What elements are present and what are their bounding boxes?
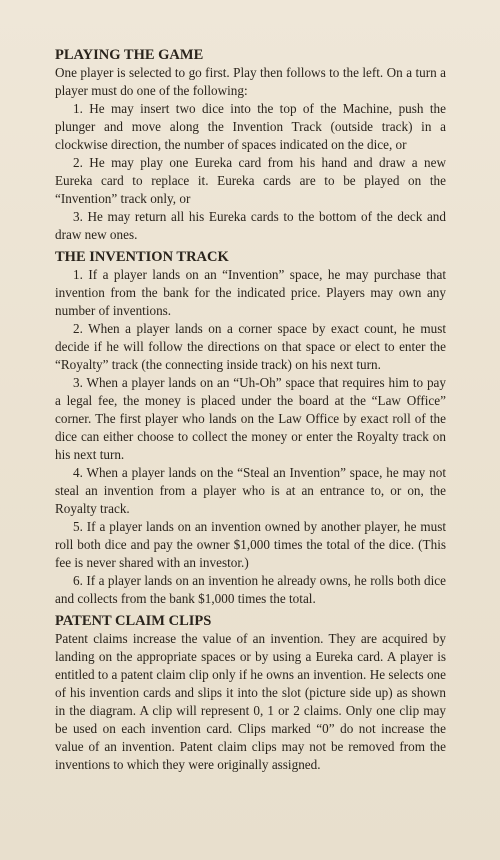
section-heading-invention-track: THE INVENTION TRACK (55, 249, 229, 265)
paragraph: 1. If a player lands on an “Invention” space, he may purchase that invention from the bank for the indicated price. Players may own any number of inventions. (55, 267, 446, 318)
paragraph: 1. He may insert two dice into the top of the Machine, push the plunger and move along the Invention Track (outside track) in a clockwise direction, the number of spaces indicated on the dice, or (55, 101, 446, 152)
paragraph: 6. If a player lands on an invention he already owns, he rolls both dice and collects from the bank $1,000 times the total. (55, 573, 446, 606)
paragraph: 2. When a player lands on a corner space by exact count, he must decide if he will follow the directions on that space or elect to enter the “Royalty” track (the connecting inside track) on his next turn. (55, 321, 446, 372)
paragraph: Patent claims increase the value of an invention. They are acquired by landing on the appropriate spaces or by using a Eureka card. A player is entitled to a patent claim clip only if he owns an invention. He selects one of his invention cards and slips it into the slot (picture side up) as shown in the diagram. A clip will represent 0, 1 or 2 claims. Only one clip may be used on each invention card. Clips marked “0” do not increase the value of an invention. Patent claim clips may not be removed from the inventions to which they were originally assigned. (55, 631, 446, 772)
section-heading-patent-claim-clips: PATENT CLAIM CLIPS (55, 613, 212, 629)
paragraph: 4. When a player lands on the “Steal an Invention” space, he may not steal an invention from a player who is at an entrance to, or on, the Royalty track. (55, 465, 446, 516)
section-heading-playing-the-game: PLAYING THE GAME (55, 47, 204, 63)
paragraph: 2. He may play one Eureka card from his hand and draw a new Eureka card to replace it. Eureka cards are to be played on the “Invention” track only, or (55, 155, 446, 206)
paragraph: 3. When a player lands on an “Uh-Oh” space that requires him to pay a legal fee, the money is placed under the board at the “Law Office” corner. The first player who lands on the Law Office by exact roll of the dice can either choose to collect the money or enter the Royalty track on his next turn. (55, 375, 446, 462)
paragraph: 3. He may return all his Eureka cards to the bottom of the deck and draw new ones. (55, 209, 446, 242)
paragraph: 5. If a player lands on an invention owned by another player, he must roll both dice and pay the owner $1,000 times the total of the dice. (This fee is never shared with an investor.) (55, 519, 446, 570)
paragraph: One player is selected to go first. Play then follows to the left. On a turn a player must do one of the following: (55, 65, 446, 98)
